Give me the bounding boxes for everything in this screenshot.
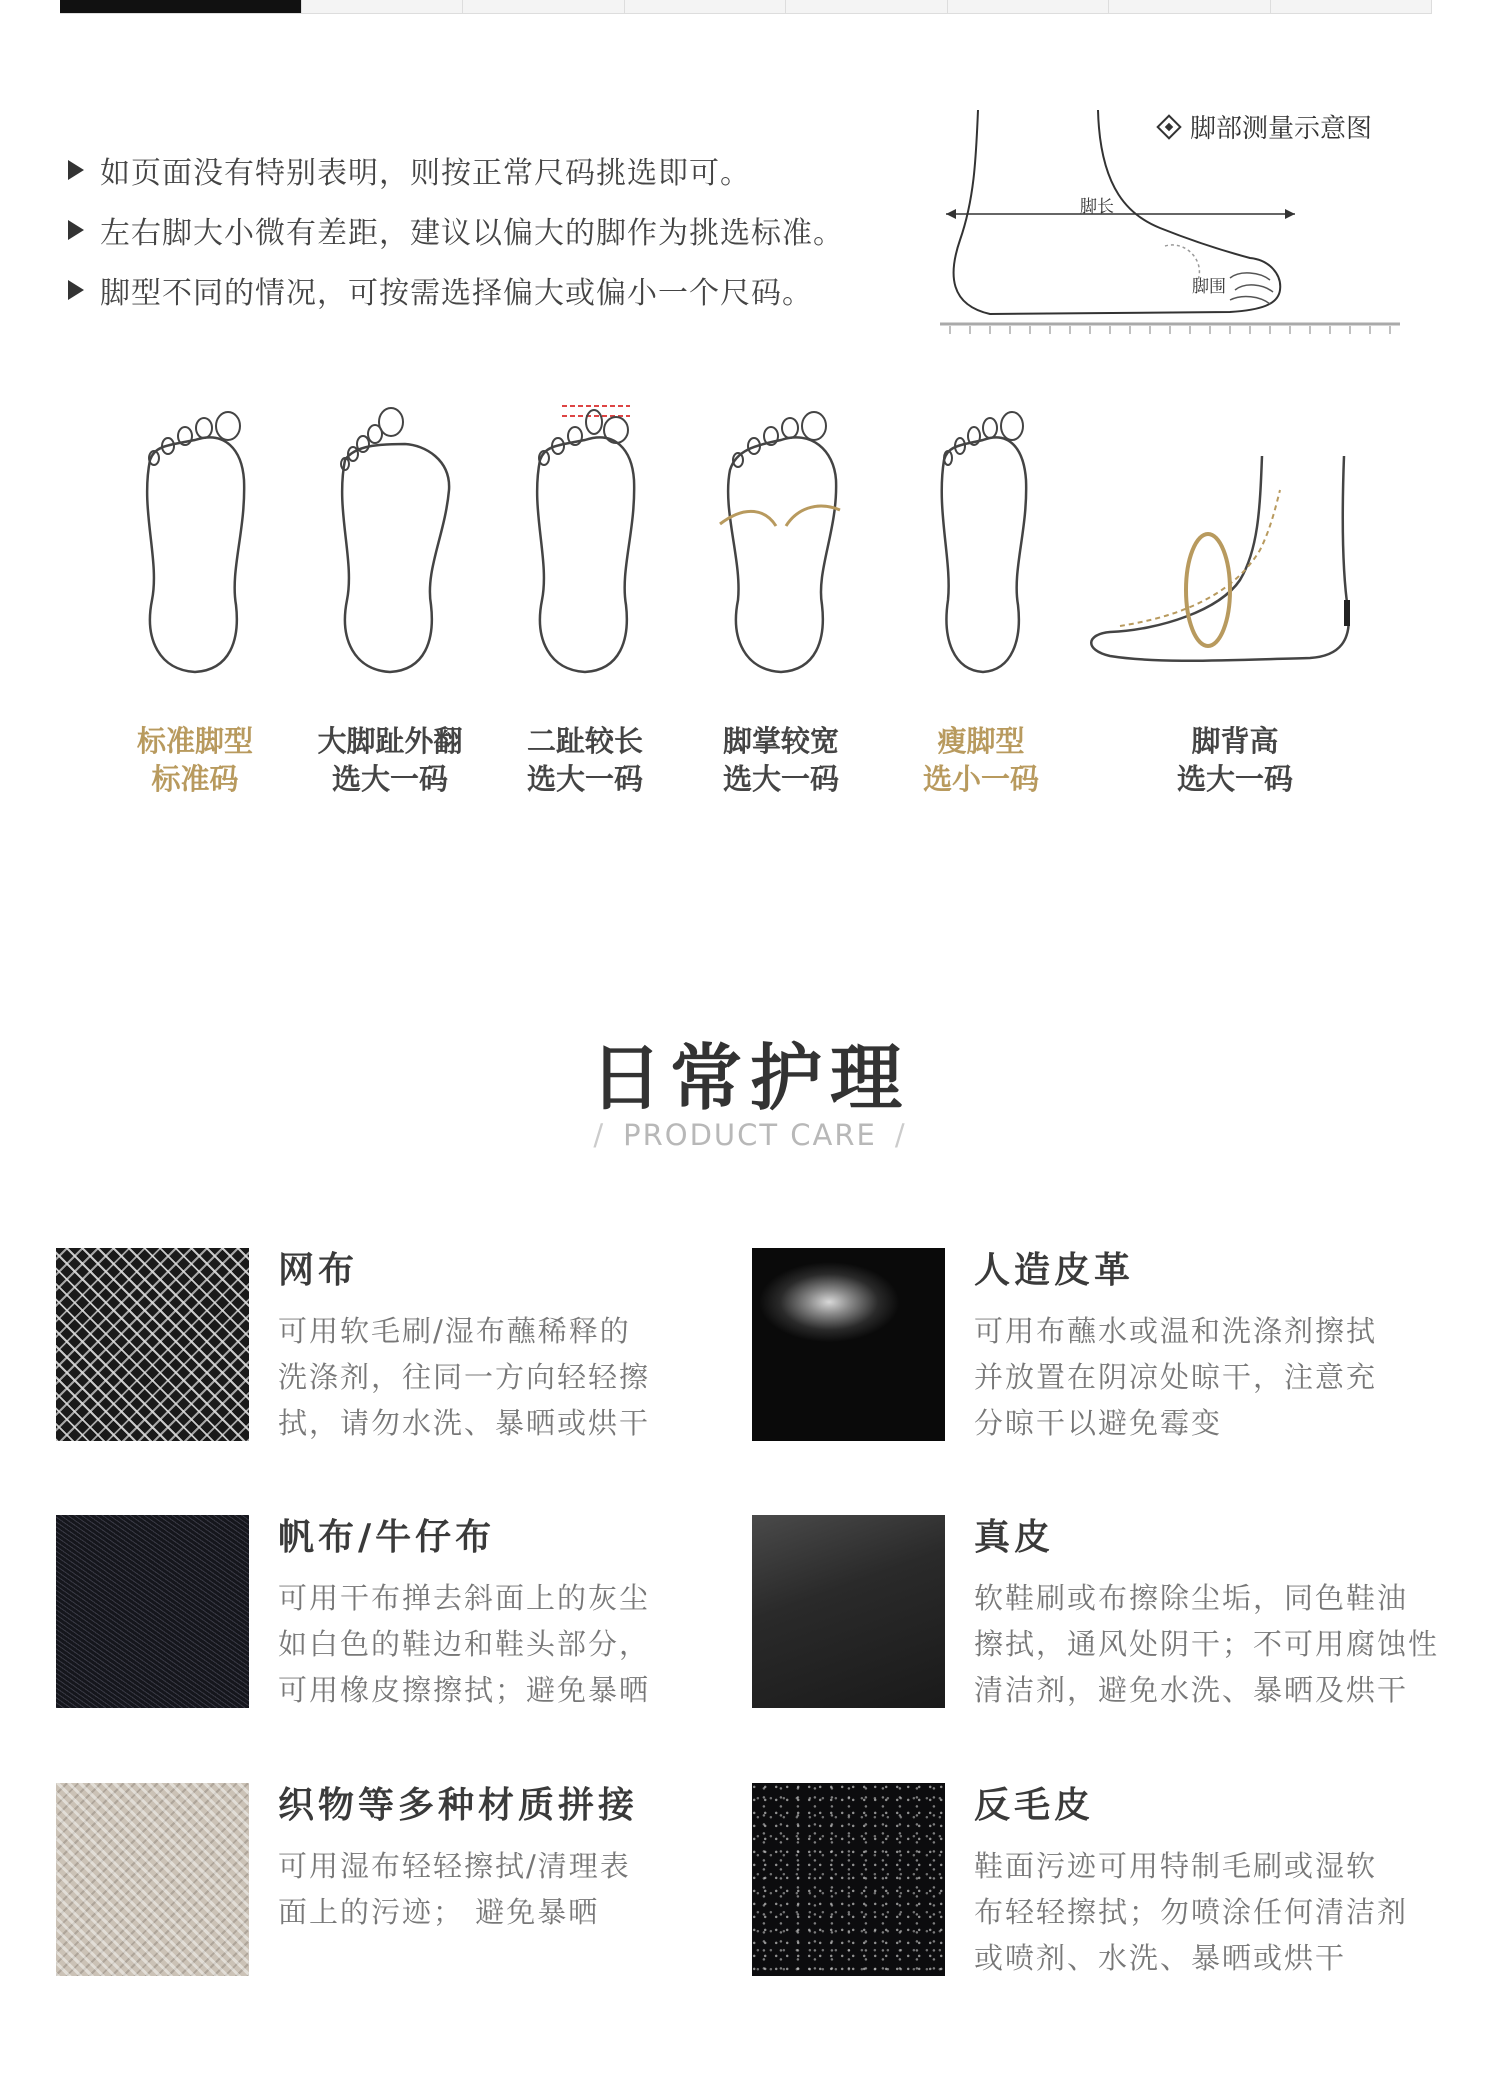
foot-type-advice: 选大一码 (722, 762, 839, 796)
side-foot-illustration (930, 100, 1410, 340)
care-item-name: 反毛皮 (974, 1785, 1095, 1826)
triangle-bullet-icon (68, 220, 84, 240)
care-item-name: 真皮 (974, 1517, 1055, 1558)
care-item-name: 网布 (278, 1250, 359, 1291)
canvas-denim-swatch (56, 1515, 249, 1708)
bunion-foot-icon (325, 400, 455, 680)
care-desc-line: 清洁剂，避免水洗、暴晒及烘干 (974, 1673, 1409, 1707)
tip-item (68, 140, 844, 200)
size-tips (68, 140, 844, 320)
tip-text: 如页面没有特别表明，则按正常尺码挑选即可。 (100, 156, 751, 191)
strip-segment (60, 0, 302, 13)
care-item-synthetic-leather (752, 1248, 1452, 1448)
care-item-suede (752, 1783, 1452, 1983)
foot-type-caption (696, 722, 866, 798)
care-subtitle-text: PRODUCT CARE (623, 1118, 877, 1152)
care-desc-line: 鞋面污迹可用特制毛刷或湿软 (974, 1849, 1378, 1883)
care-section-title: 日常护理 (589, 1036, 910, 1120)
strip-segment (1271, 0, 1432, 13)
foot-type-advice: 选大一码 (1176, 762, 1293, 796)
care-desc-line: 可用软毛刷/湿布蘸稀释的 (278, 1314, 631, 1348)
care-desc-line: 布轻轻擦拭；勿喷涂任何清洁剂 (974, 1895, 1409, 1929)
tip-item (68, 200, 844, 260)
care-item-name: 人造皮革 (974, 1250, 1135, 1291)
mixed-fabric-swatch (56, 1783, 249, 1976)
care-section-subtitle: / PRODUCT CARE / (593, 1118, 907, 1152)
foot-length-label: 脚长 (1080, 197, 1114, 217)
triangle-bullet-icon (68, 160, 84, 180)
long-second-toe-foot-icon (520, 400, 650, 680)
care-desc-line: 拭，请勿水洗、暴晒或烘干 (278, 1406, 651, 1440)
wide-forefoot-icon (716, 400, 846, 680)
foot-type-name: 瘦脚型 (937, 724, 1025, 758)
foot-type-name: 脚掌较宽 (722, 724, 839, 758)
care-item-desc (974, 1575, 1444, 1713)
care-item-mesh (56, 1248, 756, 1448)
care-item-desc (278, 1843, 748, 1935)
foot-type-caption (110, 722, 280, 798)
care-desc-line: 面上的污迹； 避免暴晒 (278, 1895, 600, 1929)
genuine-leather-swatch (752, 1515, 945, 1708)
foot-type-caption (896, 722, 1066, 798)
slim-foot-icon (918, 400, 1048, 680)
care-item-desc (278, 1308, 748, 1446)
tip-item (68, 260, 844, 320)
strip-segment (1109, 0, 1270, 13)
standard-foot-icon (130, 400, 260, 680)
foot-type-advice: 标准码 (151, 762, 239, 796)
foot-type-caption (295, 722, 485, 798)
care-desc-line: 可用干布掸去斜面上的灰尘 (278, 1581, 651, 1615)
mesh-material-swatch (56, 1248, 249, 1441)
care-item-desc (278, 1575, 748, 1713)
tip-text: 脚型不同的情况，可按需选择偏大或偏小一个尺码。 (100, 276, 813, 311)
tip-text: 左右脚大小微有差距，建议以偏大的脚作为挑选标准。 (100, 216, 844, 251)
care-desc-line: 并放置在阴凉处晾干，注意充 (974, 1360, 1378, 1394)
foot-type-name: 二趾较长 (526, 724, 643, 758)
strip-segment (625, 0, 786, 13)
foot-type-name: 脚背高 (1191, 724, 1279, 758)
care-desc-line: 可用湿布轻轻擦拭/清理表 (278, 1849, 631, 1883)
foot-type-caption (500, 722, 670, 798)
foot-type-name: 标准脚型 (136, 724, 253, 758)
care-item-mixed-fabric (56, 1783, 756, 1983)
care-item-name: 织物等多种材质拼接 (278, 1785, 639, 1826)
care-desc-line: 可用布蘸水或温和洗涤剂擦拭 (974, 1314, 1378, 1348)
care-desc-line: 分晾干以避免霉变 (974, 1406, 1223, 1440)
strip-segment (786, 0, 947, 13)
care-desc-line: 洗涤剂，往同一方向轻轻擦 (278, 1360, 651, 1394)
foot-measurement-diagram (930, 100, 1410, 340)
care-desc-line: 软鞋刷或布擦除尘垢，同色鞋油 (974, 1581, 1409, 1615)
synthetic-leather-swatch (752, 1248, 945, 1441)
suede-swatch (752, 1783, 945, 1976)
care-item-canvas-denim (56, 1515, 756, 1715)
foot-type-name: 大脚趾外翻 (317, 724, 463, 758)
strip-segment (463, 0, 624, 13)
foot-type-advice: 选小一码 (922, 762, 1039, 796)
size-table-bottom-strip (60, 0, 1432, 14)
care-desc-line: 擦拭，通风处阴干；不可用腐蚀性 (974, 1627, 1440, 1661)
strip-segment (302, 0, 463, 13)
high-instep-foot-icon (1080, 450, 1370, 690)
foot-type-advice: 选大一码 (331, 762, 448, 796)
care-item-genuine-leather (752, 1515, 1452, 1715)
strip-segment (948, 0, 1109, 13)
care-item-desc (974, 1308, 1444, 1446)
care-desc-line: 或喷剂、水洗、暴晒或烘干 (974, 1941, 1347, 1975)
care-desc-line: 如白色的鞋边和鞋头部分， (278, 1627, 651, 1661)
care-desc-line: 可用橡皮擦擦拭；避免暴晒 (278, 1673, 651, 1707)
foot-type-caption (1150, 722, 1320, 798)
foot-girth-label: 脚围 (1192, 277, 1226, 297)
measure-title-text: 脚部测量示意图 (1190, 114, 1373, 144)
foot-type-advice: 选大一码 (526, 762, 643, 796)
care-item-name: 帆布/牛仔布 (278, 1517, 496, 1558)
triangle-bullet-icon (68, 280, 84, 300)
care-item-desc (974, 1843, 1444, 1981)
